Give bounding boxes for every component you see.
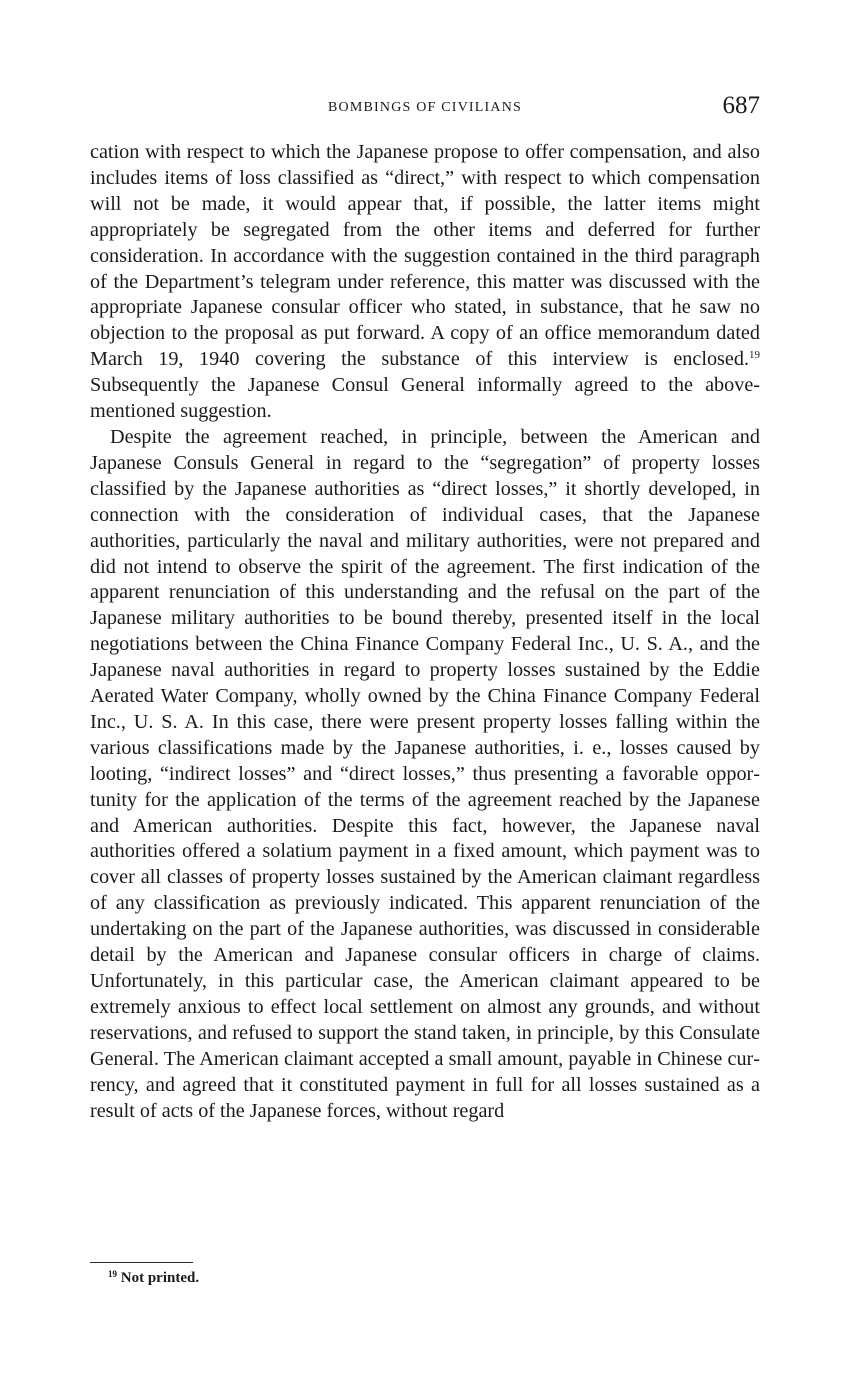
footnote [108, 1270, 199, 1287]
paragraph-1 [90, 140, 760, 425]
footnote-divider [90, 1262, 193, 1263]
footnote-reference: 19 [749, 349, 760, 362]
running-title: BOMBINGS OF CIVILIANS [328, 100, 522, 115]
footnote-mark: 19 [108, 1269, 117, 1279]
page-number: 687 [722, 92, 760, 119]
paragraph-1-text: cation with respect to which the Japanese propose to offer compensation, and also includes items of loss classified as “direct,” with respect to which compensation will not be made, it would appear that, if possible, the latter items might appropriately be segregated from the other items and deferred for further consideration. In accordance with the suggestion contained in the third paragraph of the Department’s telegram under reference, this matter was discussed with the appropriate Japanese consular officer who stated, in substance, that he saw no objection to the proposal as put forward. A copy of an office memorandum dated March 19, 1940 covering the substance of this interview is enclosed. [90, 141, 760, 371]
body-text [90, 140, 760, 1124]
document-page [90, 0, 760, 1380]
running-head [90, 92, 760, 124]
footnote-text: Not printed. [120, 1270, 200, 1286]
paragraph-2: Despite the agreement reached, in principle, between the American and Japanese Consuls General in regard to the “segregation” of property losses classified by the Japanese authorities as “direct losses,” it shortly developed, in connection with the consideration of individual cases, that the Japanese authorities, particularly the naval and military authorities, were not prepared and did not intend to observe the spirit of the agreement. The first indication of the apparent renunciation of this understanding and the refusal on the part of the Japanese military authorities to be bound thereby, presented itself in the local negotiations between the China Finance Company Federal Inc., U. S. A., and the Japanese naval authorities in regard to property losses sustained by the Eddie Aerated Water Company, wholly owned by the China Finance Company Federal Inc., U. S. A. In this case, there were present property losses falling within the various classifications made by the Japanese authorities, i. e., losses caused by looting, “indirect losses” and “direct losses,” thus presenting a favorable opportunity for the application of the terms of the agreement reached by the Japanese and American authorities. Despite this fact, however, the Japanese naval authorities offered a solatium payment in a fixed amount, which payment was to cover all classes of property losses sustained by the American claimant regardless of any classification as previously indicated. This apparent renunciation of the undertaking on the part of the Japanese authorities, was discussed in considerable detail by the American and Japanese consular officers in charge of claims. Unfortunately, in this particular case, the American claimant appeared to be extremely anxious to effect local settlement on almost any grounds, and without reservations, and refused to support the stand taken, in principle, by this Consulate General. The American claimant accepted a small amount, payable in Chinese currency, and agreed that it constituted payment in full for all losses sustained as a result of acts of the Japanese forces, without regard [90, 425, 760, 1122]
paragraph-1-text-continued: Subsequently the Japanese Consul General informally agreed to the above-mentioned suggestion. [90, 374, 760, 423]
